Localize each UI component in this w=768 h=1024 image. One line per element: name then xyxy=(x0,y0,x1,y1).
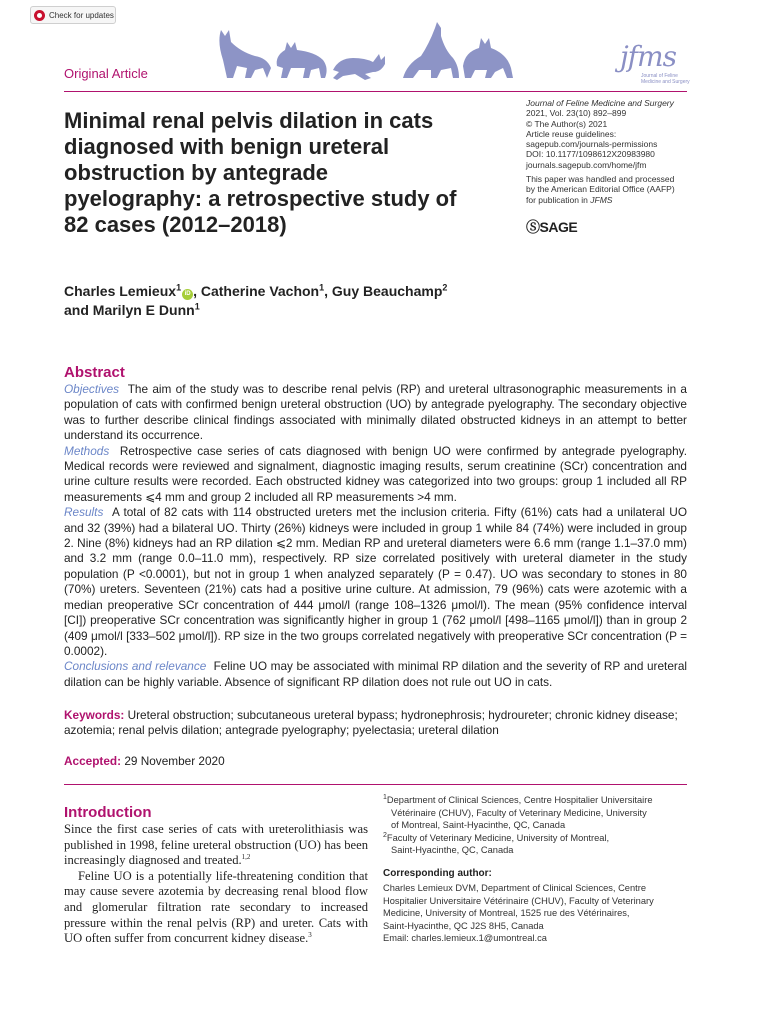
citation-ref[interactable]: 3 xyxy=(308,930,312,939)
abstract-objectives xyxy=(64,382,687,444)
citation-ref[interactable]: 1,2 xyxy=(241,853,251,861)
paragraph-text: Feline UO is a potentially life-threatening condition that may cause severe azotemia by decreasing renal blood flow and glomerular filtration rate secondary to increased pressure within the renal pelvis (RP) and ureter. Cats with UO often suffer from concurrent kidney disease. xyxy=(64,868,368,946)
introduction-heading: Introduction xyxy=(64,804,152,821)
volume-info: 2021, Vol. 23(10) 892–899 xyxy=(526,108,627,119)
section-divider xyxy=(64,784,687,785)
abstract-heading: Abstract xyxy=(64,364,125,381)
logo-subtitle-line2: Medicine and Surgery xyxy=(641,79,690,85)
journal-name: Journal of Feline Medicine and Surgery xyxy=(526,98,674,108)
intro-paragraph xyxy=(64,822,368,869)
corresponding-author-heading: Corresponding author: xyxy=(383,868,492,879)
handled-note-line3 xyxy=(526,195,696,205)
intro-paragraph xyxy=(64,869,368,947)
author-affiliation-mark: 1 xyxy=(319,282,325,293)
affiliation-line: Faculty of Veterinary Medicine, University of Montreal, xyxy=(386,832,610,843)
corresponding-line: Charles Lemieux DVM, Department of Clinical Sciences, Centre xyxy=(383,883,647,893)
handled-note-journal: JFMS xyxy=(590,194,613,205)
keywords-text: Ureteral obstruction; subcutaneous ureteral bypass; hydronephrosis; hydroureter; chronic kidney disease; azotemia; renal pelvis dilation; antegrade pyelography; pyelectasia; ureteral dilation xyxy=(64,708,678,738)
article-title: Minimal renal pelvis dilation in cats diagnosed with benign ureteral obstruction by antegrade pyelography: a retrospective study of 82 cases (2012–2018) xyxy=(64,108,457,237)
doi[interactable]: DOI: 10.1177/1098612X20983980 xyxy=(526,149,655,160)
section-label: Results xyxy=(64,505,104,520)
author-name: Charles Lemieux xyxy=(64,283,177,299)
journal-logo: jfms xyxy=(620,40,676,73)
corresponding-line: Hospitalier Universitaire Vétérinaire (CHUV), Faculty of Veterinary xyxy=(383,895,654,906)
reuse-guidelines: Article reuse guidelines: xyxy=(526,128,617,139)
corresponding-author-details xyxy=(383,882,687,945)
publisher-name: SAGE xyxy=(539,219,578,235)
affiliations xyxy=(383,794,687,857)
author-affiliation-mark: 1 xyxy=(176,282,182,293)
copyright: © The Author(s) 2021 xyxy=(526,118,608,129)
section-text: A total of 82 cats with 114 obstructed ureters met the inclusion criteria. Fifty (61%) cats had a unilateral UO and 32 (39%) had a bilateral UO. Thirty (26%) kidneys were included in group 1 while 84 (74%) were included in group 2. Nine (8%) kidneys had an RP dilation ⩽2 mm. Median RP and ureteral diameters were 6.6 mm (range 1.1–37.0 mm) and 3.2 mm (range 0.0–11.0 mm), respectively. RP size correlated positively with ureteral diameter in the study population (P <0.0001), but not in group 1 when analyzed separately (P = 0.47). UO was secondary to stones in 80 (70%) ureters. Seventeen (21%) cats had a positive urine culture. At admission, 79 (96%) cats were azotemic with a median preoperative SCr concentration of 444 μmol/l (range 108–1326 μmol/l). The mean (95% confidence interval [CI]) preoperative SCr concentration was significantly higher in group 1 (762 μmol/l [498–1165 μmol/l]) than in group 2 (409 μmol/l [333–502 μmol/l]). RP size in the two groups correlated negatively with preoperative SCr concentration (P = 0.0002). xyxy=(64,505,687,658)
keywords-label: Keywords: xyxy=(64,708,125,722)
affiliation-line: Department of Clinical Sciences, Centre Hospitalier Universitaire xyxy=(386,795,653,805)
orcid-icon[interactable]: iD xyxy=(182,289,193,300)
crossmark-icon xyxy=(34,10,45,21)
accepted-value: 29 November 2020 xyxy=(124,754,225,768)
check-for-updates-button[interactable] xyxy=(30,6,116,24)
accepted-label: Accepted: xyxy=(64,754,122,768)
handled-note-line2: by the American Editorial Office (AAFP) xyxy=(526,184,675,195)
introduction-body xyxy=(64,822,368,947)
handled-note-line1: This paper was handled and processed xyxy=(526,174,675,185)
accepted-date xyxy=(64,754,225,768)
abstract-results xyxy=(64,505,687,659)
affiliation-mark: 2 xyxy=(383,831,387,839)
publisher-logo xyxy=(526,217,577,237)
article-type: Original Article xyxy=(64,66,148,81)
author-affiliation-mark: 1 xyxy=(194,301,200,312)
author-name: , Guy Beauchamp xyxy=(324,283,443,299)
author-affiliation-mark: 2 xyxy=(442,282,448,293)
author-list xyxy=(64,282,524,320)
corresponding-line: Saint-Hyacinthe, QC J2S 8H5, Canada xyxy=(383,920,544,931)
section-label: Methods xyxy=(64,443,110,458)
section-label: Objectives xyxy=(64,382,120,396)
affiliation-line: Saint-Hyacinthe, QC, Canada xyxy=(391,845,514,856)
corresponding-email[interactable]: Email: charles.lemieux.1@umontreal.ca xyxy=(383,933,547,944)
cat-silhouette-2 xyxy=(277,42,327,78)
section-text: Retrospective case series of cats diagnosed with benign UO were confirmed by antegrade pyelography. Medical records were reviewed and signalment, diagnostic imaging results, serum creatinine (SCr) concentration and urine culture results were recorded. Each obstructed kidney was categorized into two groups: group 1 included all RP measurements ⩽4 mm and group 2 included all RP measurements >4 mm. xyxy=(64,443,687,504)
journal-logo-subtitle xyxy=(641,73,690,85)
affiliation-1 xyxy=(383,794,687,807)
handled-note-text: for publication in xyxy=(526,194,591,205)
paragraph-text: Since the first case series of cats with ureterolithiasis was published in 1998, feline ureteral obstruction (UO) has been increasingly diagnosed and treated. xyxy=(64,822,368,868)
publication-metadata xyxy=(526,98,696,205)
logo-subtitle-line1: Journal of Feline xyxy=(641,73,678,79)
cat-silhouettes-banner xyxy=(215,20,515,84)
abstract-conclusions xyxy=(64,659,687,690)
abstract-body xyxy=(64,382,687,690)
author-name: and Marilyn E Dunn xyxy=(64,302,195,318)
cat-silhouette-4 xyxy=(403,22,459,78)
affiliation-2 xyxy=(383,832,687,845)
author-name: , Catherine Vachon xyxy=(193,283,320,299)
sage-icon: Ⓢ xyxy=(526,219,540,235)
affiliation-line: Vétérinaire (CHUV), Faculty of Veterinary Medicine, University xyxy=(391,807,647,818)
abstract-methods xyxy=(64,444,687,506)
journal-site[interactable]: journals.sagepub.com/home/jfm xyxy=(526,159,647,170)
cat-silhouette-5 xyxy=(463,38,513,78)
keywords xyxy=(64,708,687,739)
corresponding-line: Medicine, University of Montreal, 1525 rue des Vétérinaires, xyxy=(383,908,630,919)
affiliation-mark: 1 xyxy=(383,793,387,801)
affiliation-line: of Montreal, Saint-Hyacinthe, QC, Canada xyxy=(391,820,566,831)
section-text: Feline UO may be associated with minimal RP dilation and the severity of RP and ureteral dilation can be highly variable. Absence of significant RP dilation does not rule out UO in cats. xyxy=(64,659,687,689)
cat-silhouette-3 xyxy=(333,54,385,80)
reuse-link[interactable]: sagepub.com/journals-permissions xyxy=(526,139,658,150)
section-label: Conclusions and relevance xyxy=(64,659,207,674)
header-divider xyxy=(64,91,687,92)
cat-silhouette-1 xyxy=(219,30,271,78)
check-for-updates-label: Check for updates xyxy=(49,10,114,20)
section-text: The aim of the study was to describe renal pelvis (RP) and ureteral ultrasonographic measurements in a population of cats with confirmed benign ureteral obstruction (UO) by antegrade pyelography. The secondary objective was to further describe clinical findings associated with minimally dilated obstructed kidneys in an attempt to better understand its occurrence. xyxy=(64,382,687,443)
